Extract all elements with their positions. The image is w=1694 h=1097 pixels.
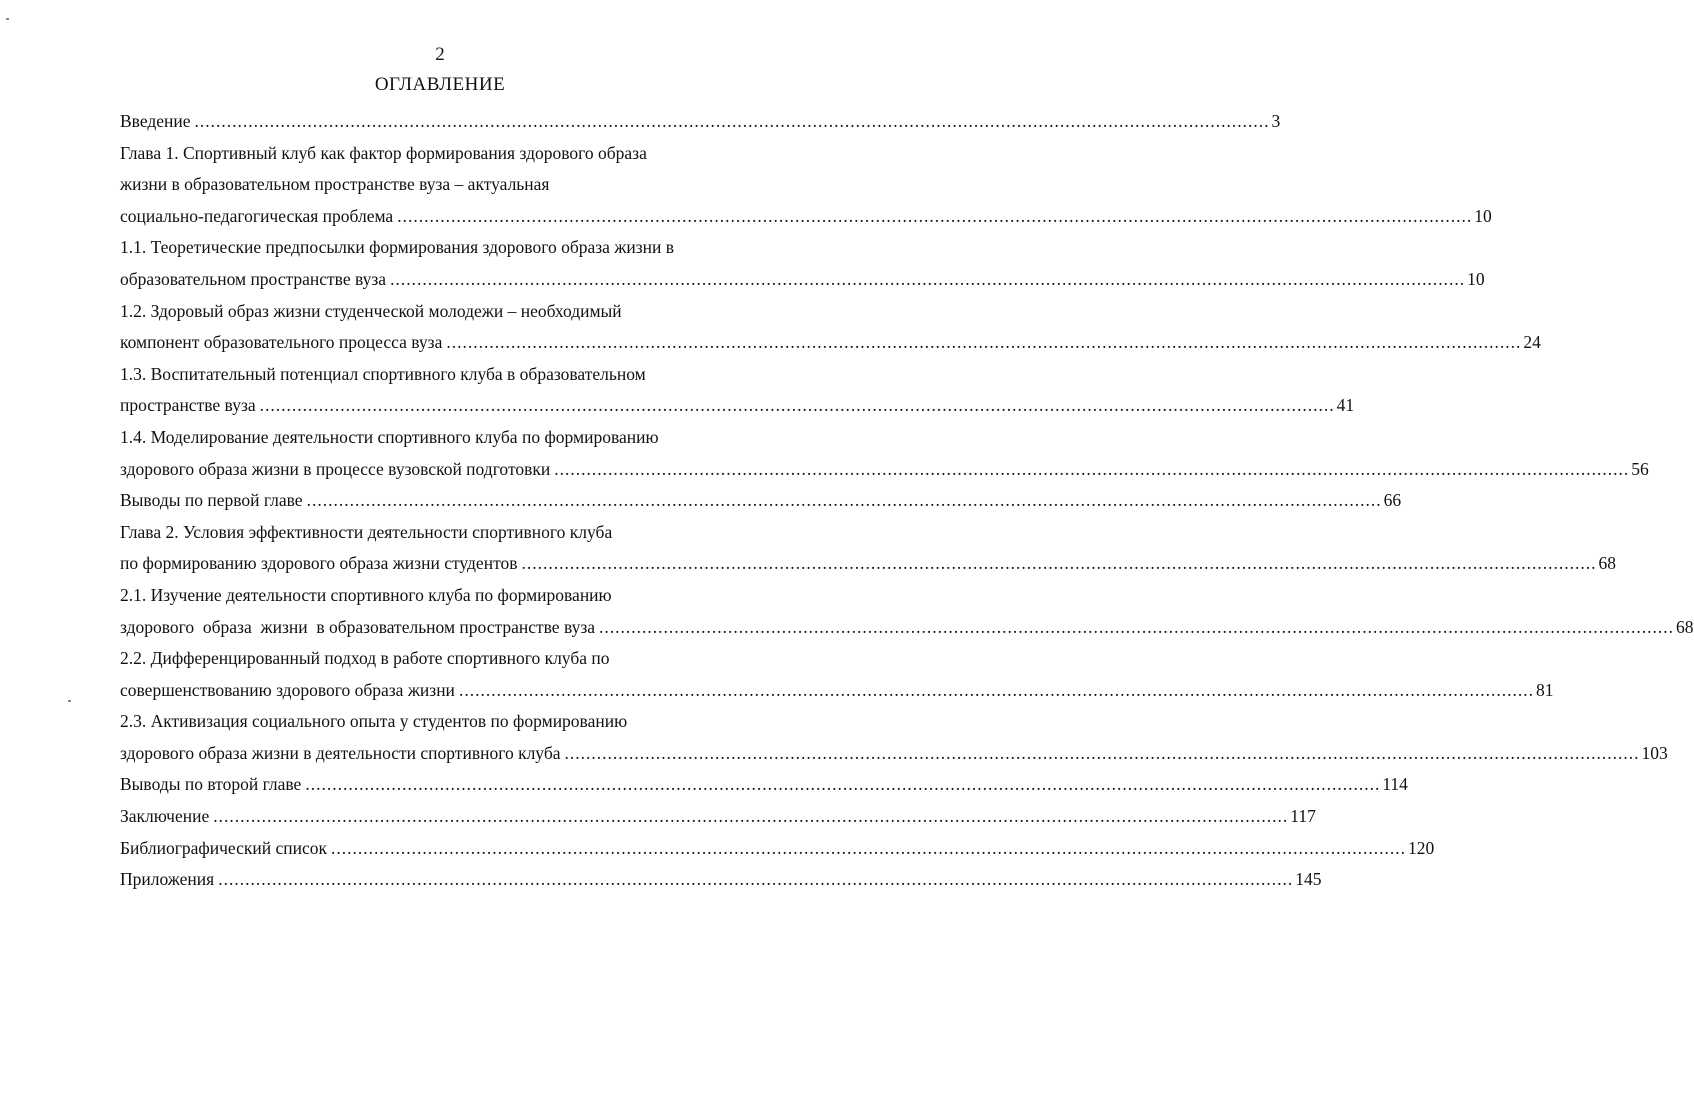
toc-entry-text: Введение bbox=[120, 111, 191, 131]
toc-page-number: 114 bbox=[1382, 774, 1408, 795]
toc-entry-text: Выводы по второй главе bbox=[120, 774, 302, 795]
toc-entry-section-2-2[interactable] bbox=[120, 675, 1554, 707]
toc-entry-section-1-4[interactable] bbox=[120, 454, 1649, 486]
toc-page-number: 68 bbox=[1676, 616, 1694, 637]
toc-entry-section-1-2-line[interactable]: 1.2. Здоровый образ жизни студенческой молодежи – необходимый bbox=[120, 300, 622, 321]
dot-leader: ........................................................................................................................................................................................................ bbox=[599, 616, 1675, 637]
toc-entry-section-1-1-line[interactable]: 1.1. Теоретические предпосылки формирования здорового образа жизни в bbox=[120, 237, 675, 258]
toc-entry-text: здорового образа жизни в образовательном пространстве вуза bbox=[120, 616, 596, 637]
dot-leader: ........................................................................................................................................................................................................ bbox=[458, 679, 1534, 700]
dot-leader: ........................................................................................................................................................................................................ bbox=[306, 490, 1382, 511]
toc-entry-bibliography[interactable] bbox=[120, 833, 1435, 865]
scan-speck bbox=[68, 700, 71, 702]
toc-page-number: 68 bbox=[1598, 553, 1616, 574]
toc-entry-section-2-1[interactable] bbox=[120, 612, 1694, 644]
dot-leader: ........................................................................................................................................................................................................ bbox=[194, 111, 1270, 131]
page-title: ОГЛАВЛЕНИЕ bbox=[374, 74, 506, 95]
toc-entry-text: Заключение bbox=[120, 806, 210, 827]
toc-page-number: 10 bbox=[1467, 268, 1485, 289]
toc-page-number: 66 bbox=[1383, 490, 1402, 511]
dot-leader: ........................................................................................................................................................................................................ bbox=[397, 205, 1473, 226]
toc-entry-text: образовательном пространстве вуза bbox=[120, 268, 387, 289]
toc-entry-conclusions-2[interactable] bbox=[120, 769, 1408, 801]
toc-page-number: 10 bbox=[1474, 205, 1492, 226]
toc-entry-text: здорового образа жизни в процессе вузовской подготовки bbox=[120, 458, 551, 479]
scan-speck bbox=[6, 18, 9, 20]
toc-entry-conclusions-1[interactable] bbox=[120, 485, 1402, 517]
toc-entry-chapter-1-line[interactable]: Глава 1. Спортивный клуб как фактор формирования здорового образа bbox=[120, 142, 647, 163]
dot-leader: ........................................................................................................................................................................................................ bbox=[521, 553, 1597, 574]
dot-leader: ........................................................................................................................................................................................................ bbox=[554, 458, 1630, 479]
toc-entry-text: социально-педагогическая проблема bbox=[120, 205, 394, 226]
toc-entry-section-1-1[interactable] bbox=[120, 264, 1485, 296]
toc-entry-section-1-3[interactable] bbox=[120, 390, 1355, 422]
toc-entry-text: компонент образовательного процесса вуза bbox=[120, 332, 443, 353]
dot-leader: ........................................................................................................................................................................................................ bbox=[213, 806, 1289, 827]
toc-entry-intro[interactable] bbox=[120, 106, 1281, 138]
toc-page-number: 120 bbox=[1408, 837, 1435, 858]
toc-entry-conclusion[interactable] bbox=[120, 801, 1316, 833]
toc-entry-chapter-2[interactable] bbox=[120, 548, 1616, 580]
dot-leader: ........................................................................................................................................................................................................ bbox=[218, 869, 1294, 890]
toc-entry-section-1-2[interactable] bbox=[120, 327, 1541, 359]
toc-entry-appendices[interactable] bbox=[120, 864, 1322, 896]
toc-entry-section-2-1-line[interactable]: 2.1. Изучение деятельности спортивного клуба по формированию bbox=[120, 584, 612, 605]
toc-page-number: 24 bbox=[1523, 332, 1541, 353]
toc-entry-text: по формированию здорового образа жизни студентов bbox=[120, 553, 518, 574]
toc-page-number: 145 bbox=[1295, 869, 1322, 890]
dot-leader: ........................................................................................................................................................................................................ bbox=[331, 837, 1407, 858]
dot-leader: ........................................................................................................................................................................................................ bbox=[390, 268, 1466, 289]
toc-entry-section-2-3-line[interactable]: 2.3. Активизация социального опыта у студентов по формированию bbox=[120, 711, 628, 732]
toc-entry-text: совершенствованию здорового образа жизни bbox=[120, 679, 455, 700]
toc-entry-chapter-1-line[interactable]: жизни в образовательном пространстве вуза – актуальная bbox=[120, 174, 550, 195]
toc-page-number: 41 bbox=[1336, 395, 1355, 416]
toc-entry-text: здорового образа жизни в деятельности спортивного клуба bbox=[120, 742, 561, 763]
toc-entry-section-1-4-line[interactable]: 1.4. Моделирование деятельности спортивного клуба по формированию bbox=[120, 426, 659, 447]
toc-page-number: 117 bbox=[1290, 806, 1316, 827]
toc-page-number: 81 bbox=[1535, 679, 1554, 700]
toc-entry-section-1-3-line[interactable]: 1.3. Воспитательный потенциал спортивного клуба в образовательном bbox=[120, 363, 646, 384]
dot-leader: ........................................................................................................................................................................................................ bbox=[305, 774, 1381, 795]
toc-entry-section-2-3[interactable] bbox=[120, 738, 1668, 770]
page-number: 2 bbox=[435, 44, 445, 65]
toc-entry-chapter-2-line[interactable]: Глава 2. Условия эффективности деятельности спортивного клуба bbox=[120, 521, 613, 542]
toc-entry-text: пространстве вуза bbox=[120, 395, 256, 416]
dot-leader: ........................................................................................................................................................................................................ bbox=[259, 395, 1335, 416]
toc-entry-text: Приложения bbox=[120, 869, 215, 890]
toc-page-number: 103 bbox=[1641, 742, 1668, 763]
table-of-contents bbox=[120, 106, 1694, 896]
toc-entry-text: Библиографический список bbox=[120, 837, 328, 858]
toc-page-number: 3 bbox=[1271, 111, 1281, 131]
dot-leader: ........................................................................................................................................................................................................ bbox=[564, 742, 1640, 763]
toc-entry-section-2-2-line[interactable]: 2.2. Дифференцированный подход в работе спортивного клуба по bbox=[120, 648, 610, 669]
toc-entry-text: Выводы по первой главе bbox=[120, 490, 303, 511]
toc-page-number: 56 bbox=[1631, 458, 1649, 479]
toc-entry-chapter-1[interactable] bbox=[120, 201, 1492, 233]
dot-leader: ........................................................................................................................................................................................................ bbox=[446, 332, 1522, 353]
